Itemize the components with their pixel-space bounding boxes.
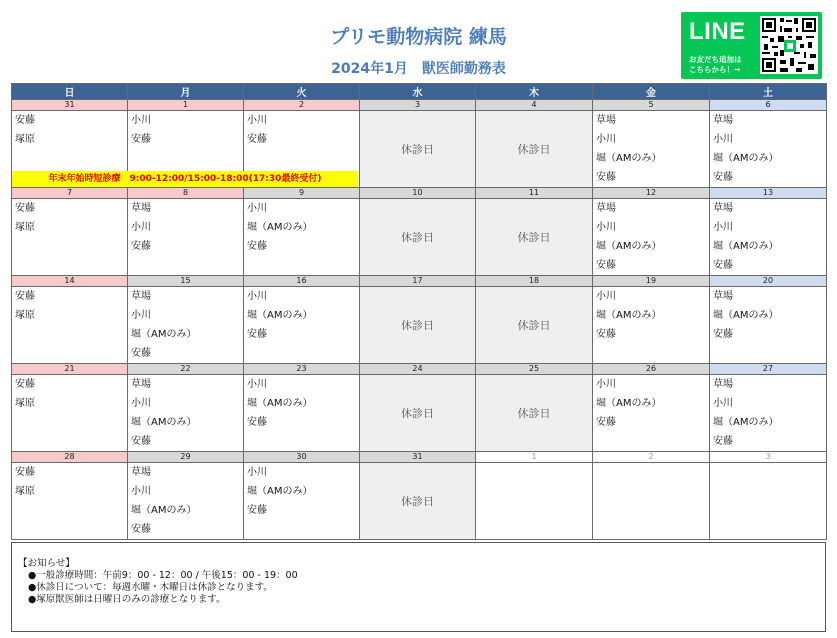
empty-day-cell bbox=[593, 463, 710, 540]
staff-cell bbox=[12, 375, 128, 452]
date-cell: 2 bbox=[244, 100, 360, 111]
vet-name: 草場 bbox=[131, 467, 151, 478]
date-cell: 31 bbox=[360, 452, 476, 463]
weekday-header: 月 bbox=[128, 84, 244, 100]
vet-name: 小川 bbox=[131, 398, 151, 409]
date-cell: 14 bbox=[12, 276, 128, 287]
date-cell: 29 bbox=[128, 452, 244, 463]
staff-cell bbox=[244, 287, 360, 364]
weekday-header: 水 bbox=[360, 84, 476, 100]
closed-day-label: 休診日 bbox=[401, 319, 434, 332]
schedule-subtitle: 2024年1月 獣医師勤務表 bbox=[331, 61, 506, 77]
closed-day-label: 休診日 bbox=[517, 143, 551, 156]
date-cell: 18 bbox=[476, 276, 593, 287]
vet-name: 安藤 bbox=[247, 505, 267, 516]
line-logo-text: LINE bbox=[689, 18, 746, 45]
vet-name: 小川 bbox=[247, 467, 267, 478]
vet-name: 小川 bbox=[596, 222, 616, 233]
date-cell: 4 bbox=[476, 100, 593, 111]
vet-name: 安藤 bbox=[713, 260, 733, 271]
vet-name: 草場 bbox=[131, 379, 151, 390]
vet-name: 草場 bbox=[596, 203, 616, 214]
vet-name: 小川 bbox=[596, 291, 616, 302]
year-end-hours-banner: 年末年始時短診療 9:00-12:00/15:00-18:00(17:30最終受付) bbox=[12, 171, 358, 187]
date-cell: 28 bbox=[12, 452, 128, 463]
date-cell: 25 bbox=[476, 364, 593, 375]
vet-name: 安藤 bbox=[247, 329, 267, 340]
vet-name: 草場 bbox=[713, 291, 733, 302]
date-cell: 16 bbox=[244, 276, 360, 287]
notice-line: ●休診日について：毎週水曜・木曜日は休診となります。 bbox=[28, 582, 273, 593]
staff-cell bbox=[593, 199, 710, 276]
date-cell: 19 bbox=[593, 276, 710, 287]
vet-name: 小川 bbox=[131, 486, 151, 497]
vet-name: 草場 bbox=[131, 291, 151, 302]
staff-cell bbox=[12, 287, 128, 364]
vet-name: 塚原 bbox=[15, 398, 35, 409]
closed-day-label: 休診日 bbox=[401, 231, 434, 244]
vet-name: 小川 bbox=[713, 398, 733, 409]
staff-cell bbox=[244, 199, 360, 276]
staff-cell bbox=[128, 463, 244, 540]
staff-cell bbox=[710, 375, 827, 452]
staff-cell bbox=[710, 199, 827, 276]
staff-cell bbox=[244, 463, 360, 540]
vet-name: 安藤 bbox=[596, 329, 616, 340]
closed-day-cell bbox=[360, 463, 476, 540]
date-cell: 27 bbox=[710, 364, 827, 375]
vet-name: 小川 bbox=[247, 203, 267, 214]
date-cell: 5 bbox=[593, 100, 710, 111]
vet-name: 安藤 bbox=[15, 115, 35, 126]
staff-cell bbox=[12, 463, 128, 540]
vet-name: 堀（AMのみ） bbox=[131, 505, 197, 516]
weekday-header: 土 bbox=[710, 84, 827, 100]
date-cell: 26 bbox=[593, 364, 710, 375]
date-cell: 3 bbox=[360, 100, 476, 111]
staff-cell bbox=[710, 287, 827, 364]
date-cell: 9 bbox=[244, 188, 360, 199]
vet-name: 堀（AMのみ） bbox=[596, 310, 662, 321]
date-cell: 7 bbox=[12, 188, 128, 199]
date-cell: 17 bbox=[360, 276, 476, 287]
closed-day-label: 休診日 bbox=[401, 143, 434, 156]
vet-name: 安藤 bbox=[596, 172, 616, 183]
date-cell: 21 bbox=[12, 364, 128, 375]
date-cell: 11 bbox=[476, 188, 593, 199]
staff-cell bbox=[244, 375, 360, 452]
date-cell: 20 bbox=[710, 276, 827, 287]
vet-name: 安藤 bbox=[131, 241, 151, 252]
vet-name: 草場 bbox=[713, 379, 733, 390]
vet-name: 安藤 bbox=[713, 172, 733, 183]
vet-name: 小川 bbox=[596, 379, 616, 390]
vet-name: 塚原 bbox=[15, 222, 35, 233]
vet-name: 堀（AMのみ） bbox=[247, 486, 313, 497]
vet-name: 安藤 bbox=[596, 417, 616, 428]
vet-name: 塚原 bbox=[15, 134, 35, 145]
qr-code-icon[interactable] bbox=[760, 16, 818, 74]
line-add-friend-text bbox=[689, 55, 742, 75]
date-cell: 15 bbox=[128, 276, 244, 287]
closed-day-label: 休診日 bbox=[401, 407, 434, 420]
notice-line: ●一般診療時間：午前9：00 - 12：00 / 午後15：00 - 19：00 bbox=[28, 570, 298, 581]
empty-day-cell bbox=[710, 463, 827, 540]
date-cell: 22 bbox=[128, 364, 244, 375]
vet-name: 堀（AMのみ） bbox=[596, 398, 662, 409]
vet-name: 小川 bbox=[131, 222, 151, 233]
closed-day-cell bbox=[476, 111, 593, 188]
notice-line: ●塚原獣医師は日曜日のみの診療となります。 bbox=[28, 594, 226, 605]
vet-name: 堀（AMのみ） bbox=[713, 153, 779, 164]
clinic-name: プリモ動物病院 練馬 bbox=[330, 26, 507, 48]
vet-name: 堀（AMのみ） bbox=[596, 241, 662, 252]
vet-name: 安藤 bbox=[15, 467, 35, 478]
vet-name: 安藤 bbox=[131, 348, 151, 359]
vet-name: 安藤 bbox=[15, 379, 35, 390]
closed-day-cell bbox=[476, 287, 593, 364]
vet-name: 安藤 bbox=[713, 436, 733, 447]
weekday-header: 木 bbox=[476, 84, 593, 100]
vet-name: 堀（AMのみ） bbox=[247, 222, 313, 233]
weekday-header: 金 bbox=[593, 84, 710, 100]
staff-cell bbox=[128, 199, 244, 276]
vet-name: 堀（AMのみ） bbox=[596, 153, 662, 164]
vet-name: 草場 bbox=[131, 203, 151, 214]
closed-day-cell bbox=[360, 199, 476, 276]
vet-name: 安藤 bbox=[596, 260, 616, 271]
closed-day-cell bbox=[360, 111, 476, 188]
vet-name: 堀（AMのみ） bbox=[713, 310, 779, 321]
staff-cell bbox=[593, 375, 710, 452]
vet-name: 堀（AMのみ） bbox=[713, 241, 779, 252]
date-cell: 12 bbox=[593, 188, 710, 199]
vet-name: 小川 bbox=[247, 291, 267, 302]
vet-name: 小川 bbox=[131, 310, 151, 321]
closed-day-label: 休診日 bbox=[401, 495, 434, 508]
vet-name: 安藤 bbox=[131, 436, 151, 447]
staff-cell bbox=[593, 287, 710, 364]
vet-name: 草場 bbox=[713, 203, 733, 214]
vet-name: 安藤 bbox=[247, 241, 267, 252]
date-cell: 13 bbox=[710, 188, 827, 199]
vet-name: 小川 bbox=[131, 115, 151, 126]
date-cell: 8 bbox=[128, 188, 244, 199]
date-cell: 23 bbox=[244, 364, 360, 375]
vet-name: 堀（AMのみ） bbox=[713, 417, 779, 428]
closed-day-label: 休診日 bbox=[517, 407, 551, 420]
date-cell: 2 bbox=[593, 452, 710, 463]
line-sub-1: お友だち追加は bbox=[689, 55, 742, 64]
vet-name: 堀（AMのみ） bbox=[247, 398, 313, 409]
staff-cell bbox=[593, 111, 710, 188]
vet-name: 安藤 bbox=[247, 134, 267, 145]
vet-name: 安藤 bbox=[131, 524, 151, 535]
vet-name: 塚原 bbox=[15, 310, 35, 321]
closed-day-cell bbox=[476, 375, 593, 452]
vet-name: 小川 bbox=[247, 115, 267, 126]
vet-name: 安藤 bbox=[131, 134, 151, 145]
closed-day-label: 休診日 bbox=[517, 231, 551, 244]
closed-day-cell bbox=[360, 375, 476, 452]
staff-cell bbox=[128, 375, 244, 452]
staff-cell bbox=[128, 287, 244, 364]
line-sub-2: こちらから！→ bbox=[689, 65, 741, 74]
vet-name: 安藤 bbox=[713, 329, 733, 340]
vet-name: 小川 bbox=[713, 222, 733, 233]
notice-box bbox=[11, 542, 826, 632]
vet-name: 草場 bbox=[596, 115, 616, 126]
duty-calendar bbox=[11, 83, 827, 540]
date-cell: 24 bbox=[360, 364, 476, 375]
vet-name: 小川 bbox=[596, 134, 616, 145]
date-cell: 1 bbox=[476, 452, 593, 463]
vet-name: 堀（AMのみ） bbox=[247, 310, 313, 321]
vet-name: 小川 bbox=[713, 134, 733, 145]
weekday-header: 火 bbox=[244, 84, 360, 100]
vet-name: 小川 bbox=[247, 379, 267, 390]
notice-heading: 【お知らせ】 bbox=[18, 558, 75, 569]
empty-day-cell bbox=[476, 463, 593, 540]
staff-cell bbox=[12, 199, 128, 276]
vet-name: 草場 bbox=[713, 115, 733, 126]
date-cell: 30 bbox=[244, 452, 360, 463]
closed-day-cell bbox=[476, 199, 593, 276]
vet-name: 安藤 bbox=[247, 417, 267, 428]
vet-name: 堀（AMのみ） bbox=[131, 417, 197, 428]
closed-day-cell bbox=[360, 287, 476, 364]
vet-name: 安藤 bbox=[15, 203, 35, 214]
line-friend-badge[interactable] bbox=[681, 12, 822, 79]
vet-name: 堀（AMのみ） bbox=[131, 329, 197, 340]
date-cell: 6 bbox=[710, 100, 827, 111]
closed-day-label: 休診日 bbox=[517, 319, 551, 332]
weekday-header: 日 bbox=[12, 84, 128, 100]
date-cell: 10 bbox=[360, 188, 476, 199]
date-cell: 1 bbox=[128, 100, 244, 111]
date-cell: 31 bbox=[12, 100, 128, 111]
staff-cell bbox=[710, 111, 827, 188]
vet-name: 安藤 bbox=[15, 291, 35, 302]
date-cell: 3 bbox=[710, 452, 827, 463]
vet-name: 塚原 bbox=[15, 486, 35, 497]
